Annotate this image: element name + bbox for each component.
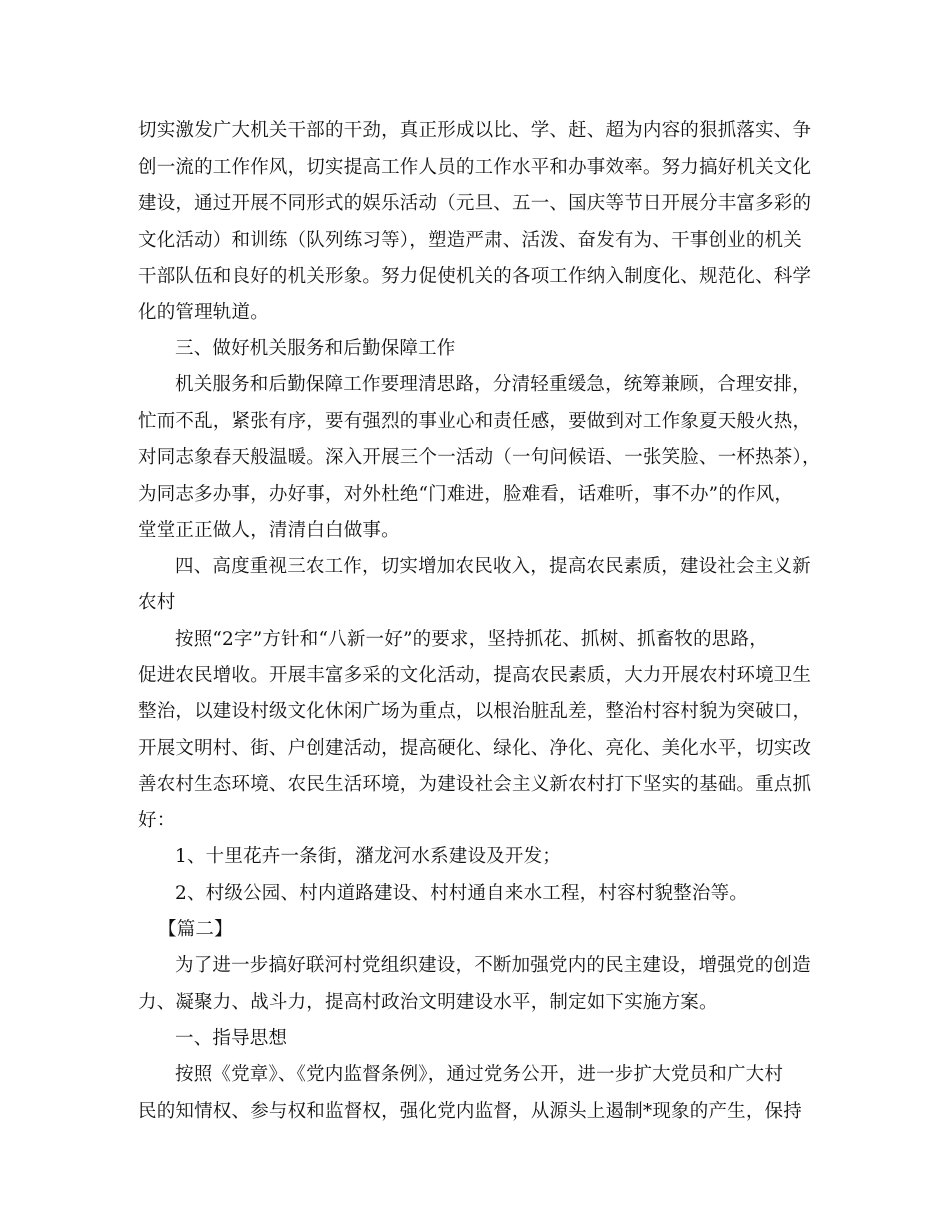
paragraph-line: 切实激发广大机关干部的干劲，真正形成以比、学、赶、超为内容的狠抓落实、争	[138, 120, 812, 141]
paragraph-line: 民的知情权、参与权和监督权，强化党内监督，从源头上遏制*现象的产生，保持	[138, 1101, 802, 1122]
paragraph-line: 忙而不乱，紧张有序，要有强烈的事业心和责任感，要做到对工作象夏天般火热，	[138, 411, 812, 432]
paragraph-line: 建设，通过开展不同形式的娱乐活动（元旦、五一、国庆等节日开展分丰富多彩的	[138, 193, 812, 214]
section-heading: 四、高度重视三农工作，切实增加农民收入，提高农民素质，建设社会主义新	[175, 556, 811, 577]
part-heading: 【篇二】	[158, 919, 233, 940]
paragraph-line: 按照“2字”方针和“八新一好”的要求，坚持抓花、抓树、抓畜牧的思路，	[175, 629, 768, 650]
paragraph-line: 文化活动）和训练（队列练习等），塑造严肃、活泼、奋发有为、干事创业的机关	[138, 230, 802, 251]
paragraph-line: 好：	[138, 810, 176, 831]
paragraph-line: 创一流的工作作风，切实提高工作人员的工作水平和办事效率。努力搞好机关文化	[138, 157, 812, 178]
paragraph-line: 干部队伍和良好的机关形象。努力促使机关的各项工作纳入制度化、规范化、科学	[138, 266, 812, 287]
paragraph-line: 堂堂正正做人，清清白白做事。	[138, 520, 400, 541]
paragraph-line: 为同志多办事，办好事，对外杜绝“门难进，脸难看，话难听，事不办”的作风，	[138, 484, 794, 505]
paragraph-line: 化的管理轨道。	[138, 302, 269, 323]
list-item: 2、村级公园、村内道路建设、村村通自来水工程，村容村貌整治等。	[175, 883, 748, 904]
paragraph-line: 整治，以建设村级文化休闲广场为重点，以根治脏乱差，整治村容村貌为突破口，	[138, 701, 812, 722]
paragraph-line: 机关服务和后勤保障工作要理清思路，分清轻重缓急，统筹兼顾，合理安排，	[175, 374, 811, 395]
section-heading: 一、指导思想	[175, 1028, 288, 1049]
paragraph-line: 对同志象春天般温暖。深入开展三个一活动（一句问候语、一张笑脸、一杯热茶），	[138, 447, 821, 468]
list-item: 1、十里花卉一条街，潴龙河水系建设及开发；	[175, 846, 561, 867]
section-heading-continuation: 农村	[138, 592, 176, 613]
paragraph-line: 按照《党章》、《党内监督条例》，通过党务公开，进一步扩大党员和广大村	[175, 1064, 784, 1085]
paragraph-line: 开展文明村、街、户创建活动，提高硬化、绿化、净化、亮化、美化水平，切实改	[138, 738, 812, 759]
paragraph-line: 促进农民增收。开展丰富多采的文化活动，提高农民素质，大力开展农村环境卫生	[138, 665, 812, 686]
paragraph-line: 力、凝聚力、战斗力，提高村政治文明建设水平，制定如下实施方案。	[138, 992, 718, 1013]
paragraph-line: 为了进一步搞好联河村党组织建设，不断加强党内的民主建设，增强党的创造	[175, 955, 811, 976]
section-heading: 三、做好机关服务和后勤保障工作	[175, 338, 456, 359]
paragraph-line: 善农村生态环境、农民生活环境，为建设社会主义新农村打下坚实的基础。重点抓	[138, 774, 812, 795]
